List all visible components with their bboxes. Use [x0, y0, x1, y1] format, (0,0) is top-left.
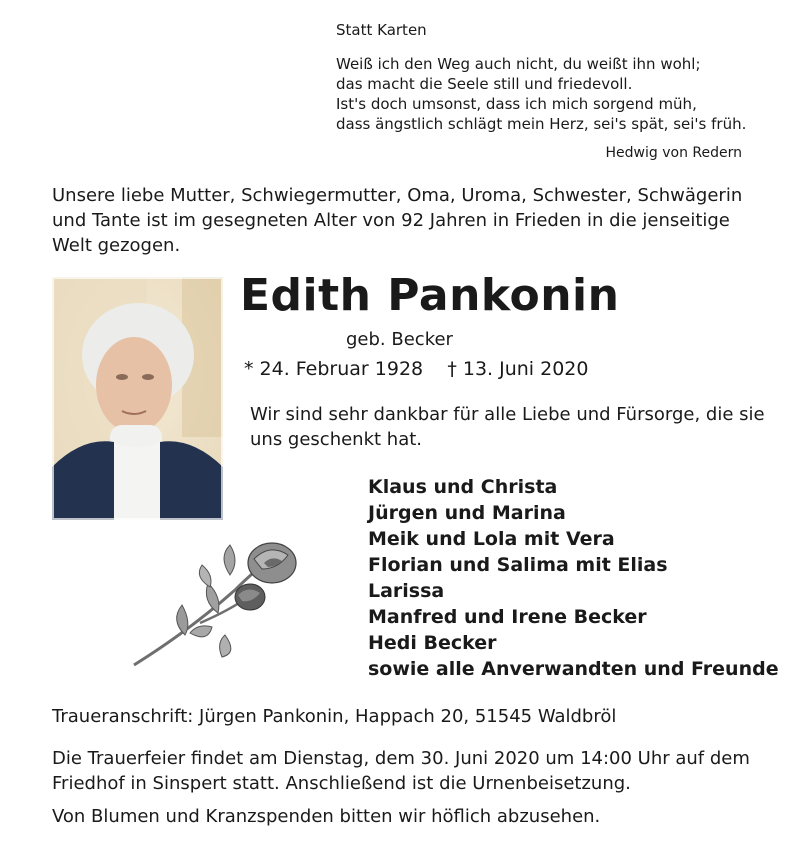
flowers-note: Von Blumen und Kranzspenden bitten wir höflich abzusehen. — [52, 806, 601, 827]
portrait-photo — [52, 277, 223, 520]
poem-line: das macht die Seele still und friedevoll. — [336, 75, 633, 93]
family-entry: Klaus und Christa — [368, 476, 558, 498]
poem — [336, 54, 747, 134]
death-date: † 13. Juni 2020 — [447, 358, 589, 380]
family-entry: Manfred und Irene Becker — [368, 606, 647, 628]
poem-line: dass ängstlich schlägt mein Herz, sei's spät, sei's früh. — [336, 115, 747, 133]
family-entry: Meik und Lola mit Vera — [368, 528, 615, 550]
poem-line: Weiß ich den Weg auch nicht, du weißt ihn wohl; — [336, 55, 701, 73]
family-entry: Florian und Salima mit Elias — [368, 554, 668, 576]
life-dates — [244, 358, 588, 380]
family-entry: Jürgen und Marina — [368, 502, 566, 524]
statt-karten-label: Statt Karten — [336, 21, 427, 39]
rose-icon — [130, 535, 305, 670]
poem-line: Ist's doch umsonst, dass ich mich sorgend müh, — [336, 95, 697, 113]
poem-author: Hedwig von Redern — [605, 145, 742, 161]
family-list — [368, 474, 779, 682]
family-entry: Larissa — [368, 580, 445, 602]
ceremony-info: Die Trauerfeier findet am Dienstag, dem 30. Juni 2020 um 14:00 Uhr auf dem Friedhof in Sinspert statt. Anschließend ist die Urnenbeisetzung. — [52, 748, 750, 794]
intro-text: Unsere liebe Mutter, Schwiegermutter, Oma, Uroma, Schwester, Schwägerin und Tante ist im gesegneten Alter von 92 Jahren in Frieden in die jenseitige Welt gezogen. — [52, 185, 743, 256]
family-entry: sowie alle Anverwandten und Freunde — [368, 658, 779, 680]
family-entry: Hedi Becker — [368, 632, 497, 654]
deceased-name: Edith Pankonin — [240, 270, 620, 321]
mourning-address: Traueranschrift: Jürgen Pankonin, Happach 20, 51545 Waldbröl — [52, 706, 617, 727]
birth-name: geb. Becker — [346, 329, 453, 350]
thanks-text: Wir sind sehr dankbar für alle Liebe und Fürsorge, die sie uns geschenkt hat. — [250, 404, 765, 450]
birth-date: * 24. Februar 1928 — [244, 358, 424, 380]
